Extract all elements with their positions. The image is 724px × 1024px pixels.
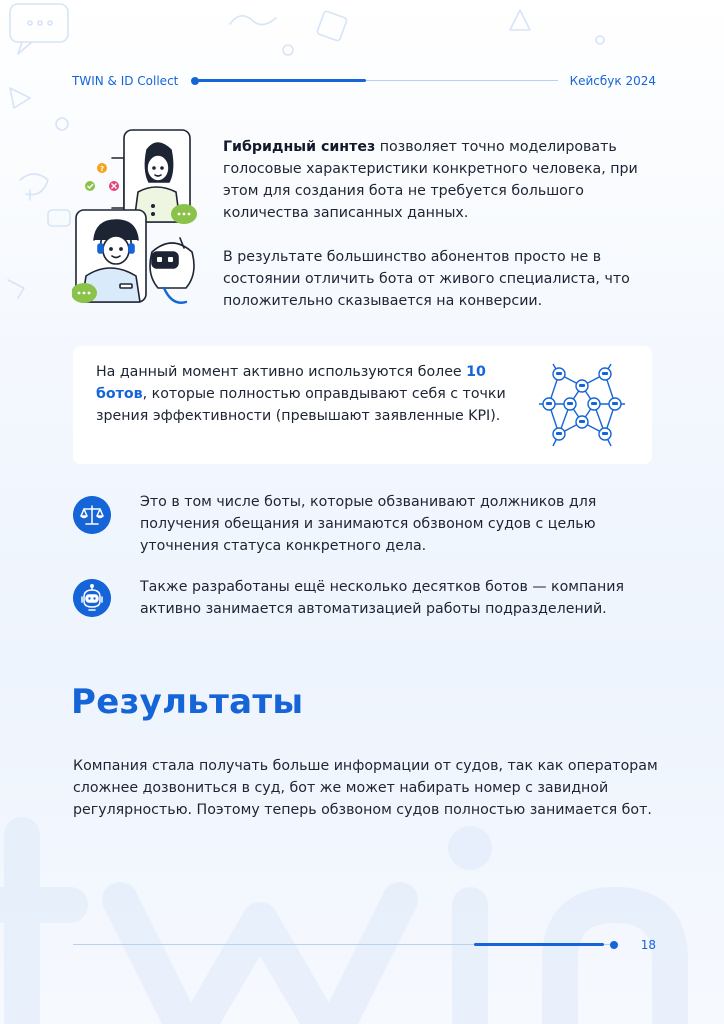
intro-paragraph-1 bbox=[223, 136, 673, 224]
scales-icon bbox=[73, 496, 111, 534]
header-divider-accent bbox=[198, 79, 366, 82]
intro-text-1: позволяет точно моделировать голосовые характеристики конкретного человека, при этом для создания бота не требуется большого количества записанных данных. bbox=[223, 139, 638, 221]
bot-network-icon bbox=[537, 360, 627, 450]
highlight-bots-count: 10 ботов bbox=[96, 364, 486, 402]
results-text: Компания стала получать больше информации от судов, так как операторам сложнее дозвониться в суд, бот же может набирать номер с завидной регулярностью. Поэтому теперь обзвоном судов полностью занимается бот. bbox=[73, 758, 658, 818]
highlight-prefix: На данный момент активно используются более bbox=[96, 364, 467, 380]
header-year: Кейсбук 2024 bbox=[569, 74, 656, 88]
highlight-card bbox=[73, 346, 652, 464]
header-divider-dot bbox=[191, 77, 199, 85]
results-title: Результаты bbox=[71, 682, 304, 722]
highlight-suffix: , которые полностью оправдывают себя с точки зрения эффективности (превышают заявленные KPI). bbox=[96, 386, 506, 424]
robot-icon bbox=[73, 579, 111, 617]
svg-text:?: ? bbox=[99, 165, 105, 173]
page-header bbox=[72, 72, 656, 90]
header-brand: TWIN & ID Collect bbox=[72, 74, 179, 88]
footer-divider-dot bbox=[610, 941, 618, 949]
operators-chat-illustration bbox=[72, 128, 204, 318]
feature-text-debtors: Это в том числе боты, которые обзванивают должников для получения обещания и занимаются обзвоном судов с целью уточнения статуса конкретного дела. bbox=[140, 494, 597, 554]
page-footer bbox=[73, 936, 656, 954]
footer-divider-accent bbox=[474, 943, 604, 946]
intro-paragraph-2: В результате большинство абонентов просто не в состоянии отличить бота от живого специалиста, что положительно сказывается на конверсии. bbox=[223, 249, 630, 309]
page-number: 18 bbox=[640, 938, 656, 952]
intro-bold-lead: Гибридный синтез bbox=[223, 139, 376, 155]
highlight-card-text bbox=[96, 361, 516, 427]
feature-text-automation: Также разработаны ещё несколько десятков ботов — компания активно занимается автоматизацией работы подразделений. bbox=[140, 579, 624, 617]
